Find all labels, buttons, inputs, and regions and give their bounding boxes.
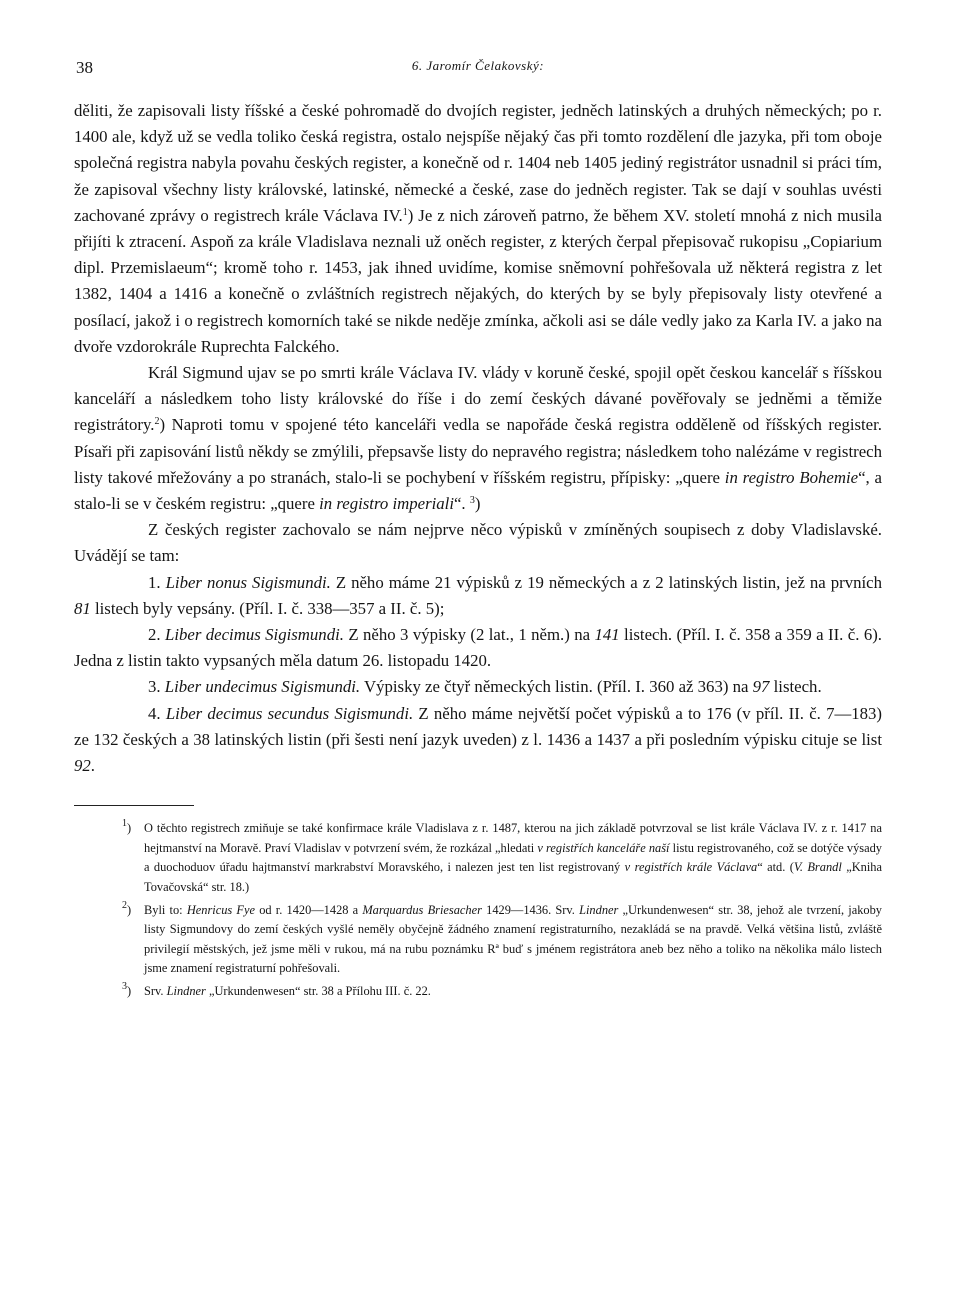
- footnote-ref-3: 3: [469, 495, 475, 507]
- paragraph-3: Z českých register zachovalo se nám nejprve něco výpisků v zmíněných soupisech z doby Vladislavské. Uvádějí se tam:: [74, 520, 882, 566]
- footnote-mark: 2: [122, 899, 127, 911]
- list-item: 1. Liber nonus Sigismundi. Z něho máme 21 výpisků z 19 německých a z 2 latinských listin, jež na prvních 81 listech byly vepsány. (Příl. I. č. 338—357 a II. č. 5);: [74, 572, 882, 618]
- page-number: 38: [76, 58, 93, 77]
- footnote-ref-1: 1: [402, 206, 408, 218]
- list-item: 4. Liber decimus secundus Sigismundi. Z něho máme největší počet výpisků a to 176 (v příl. II. č. 7—183) ze 132 českých a 38 latinských listin (při šesti není jazyk uveden) z l. 1436 a 1437 a při posledním výpisku cituje se list 92.: [74, 703, 883, 776]
- paragraph-1: děliti, že zapisovali listy říšské a české pohromadě do dvojích register, jedněch latinských a druhých německých; po r. 1400 ale, když už se vedla toliko česká registra, ostalo nejspíše nějaký čas při tomto rozdělení dle jazyka, při tom oboje společná registra nabyla povahu českých register, a konečně od r. 1404 neb 1405 jediný registrátor usnadnil si práci tím, že zapisoval všechny listy královské, latinské, německé a české, zase do jedněch register. Tak se dají v souhlas uvésti zachované zprávy o registrech krále Václava IV.$^1$) Je z nich zároveň patrno, že během XV. století mnohá z nich musila přijíti k ztracení. Aspoň za krále Vladislava neznali už oněch register, z kterých čerpal přepisovač rukopisu „Copiarium dipl. Przemislaeum“; kromě toho r. 1453, jak ihned uvidíme, komise sněmovní pohřešovala už některá registra z let 1382, 1404 a 1416 a konečně o zvláštních registrech nějakých, do kterých by se byly přepisovaly listy otevřené a posílací, jakož i o registrech komorních také se nikde neděje zmínka, ačkoli asi se dále vedly jako za Karla IV. a jako na dvoře vzdorokrále Ruprechta Falckého.: [74, 101, 883, 356]
- footnote-mark: 1: [122, 818, 127, 830]
- register-list: [74, 570, 882, 780]
- list-item: 2. Liber decimus Sigismundi. Z něho 3 výpisky (2 lat., 1 něm.) na 141 listech. (Příl. I. č. 358 a 359 a II. č. 6). Jedna z listin takto vypsaných měla datum 26. listopadu 1420.: [74, 625, 882, 671]
- paragraph-2: Král Sigmund ujav se po smrti krále Václava IV. vlády v koruně české, spojil opět českou kancelář s říšskou kanceláří a následkem toho listy královské do říše i do zemí českých dávané pověřovaly se jedněmi a těmiže registrátory.$^2$) Naproti tomu v spojené této kanceláři vedla se napořáde česká registra odděleně od říšských register. Písaři při zapisování listů někdy se zmýlili, přepsavše listy do nepravého registra; následkem toho nalézáme v registrech listy takové mřežovány a po stranách, stalo-li se pochybení v říšském registru, přípisky: „quere in registro Bohemie“, a stalo-li se v českém registru: „quere in registro imperiali“. $^3$): [74, 363, 882, 514]
- footnote-ref-2: 2: [154, 416, 160, 428]
- list-item: 3. Liber undecimus Sigismundi. Výpisky ze čtyř německých listin. (Příl. I. 360 až 363) na 97 listech.: [148, 677, 822, 697]
- footnote-mark: 3: [122, 981, 127, 993]
- footnotes: [74, 819, 882, 1001]
- footnote-2: $^2$) Byli to: Henricus Fye od r. 1420—1428 a Marquardus Briesacher 1429—1436. Srv. Lindner „Urkundenwesen“ str. 38, jehož ale tvrzení, jakoby listy Sigmundovy do zemí českých vyšlé neměly obyčejně žádného znamení registraturního, nezakládá se na pravdě. Velká většina listů, zvláště privilegií městských, jež jsme měli v rukou, má na rubu poznámku Rª buď s jménem registrátora aneb bez něho a toliko na několika málo listech jsme znamení registraturní pohřešovali.: [122, 899, 882, 976]
- document-page: [74, 54, 882, 1002]
- running-head: 6. Jaromír Čelakovský:: [411, 58, 545, 73]
- body-text: [74, 98, 882, 779]
- footnote-divider: [74, 805, 194, 806]
- footnote-1: $^1$) O těchto registrech zmiňuje se také konfirmace krále Vladislava z r. 1487, kterou na jich základě potvrzoval se list krále Václava IV. z r. 1417 na hejtmanství na Moravě. Praví Vladislav v potvrzení svém, že rozkázal „hledati v registřích kanceláře naší listu registrovaného, což se dotýče výsady a duochoduov úřadu hajtmanství markrabství Moravského, i nalezen jest ten list registrovaný v registřích krále Václava“ atd. (V. Brandl „Kniha Tovačovská“ str. 18.): [122, 818, 883, 895]
- page-header: [74, 54, 882, 80]
- footnote-3: $^3$) Srv. Lindner „Urkundenwesen“ str. 38 a Přílohu III. č. 22.: [122, 981, 431, 999]
